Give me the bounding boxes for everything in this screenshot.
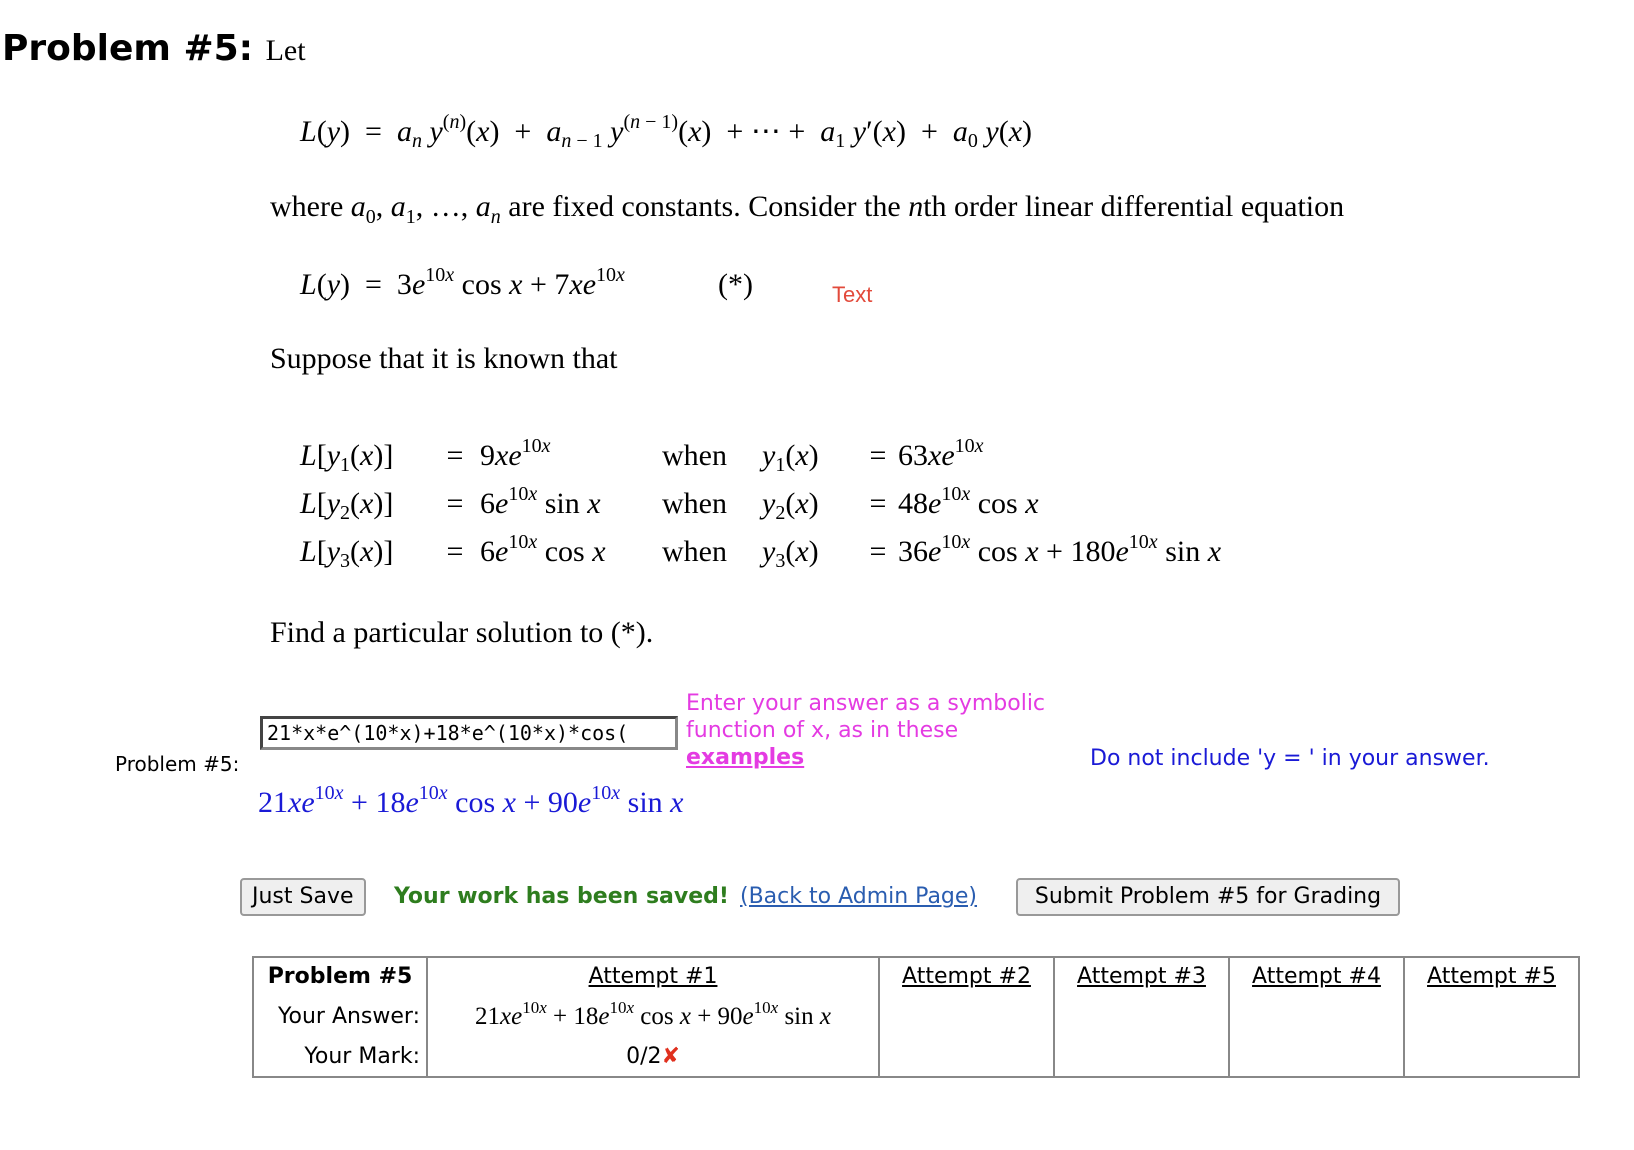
attempt-1-answer: $21xe^{10x} + 18e^{10x}$ $\cos x + 90e^{10x}$ sin x bbox=[474, 998, 831, 1030]
attempts-table-header: Problem #5 bbox=[267, 964, 413, 989]
answer-input[interactable] bbox=[260, 716, 678, 750]
equation-label: (*) bbox=[718, 268, 753, 301]
answer-hint: Enter your answer as a symbolic function of x, as in these examples bbox=[686, 691, 1046, 770]
attempt-2-link[interactable]: Attempt #2 bbox=[902, 964, 1031, 989]
answer-preview: $21xe^{10x} + 18e^{10x}$ $\cos x + 90e^{10x}$ sin x bbox=[258, 782, 684, 819]
attempt-5-link[interactable]: Attempt #5 bbox=[1427, 964, 1556, 989]
attempts-table bbox=[252, 956, 1580, 1078]
suppose-text: Suppose that it is known that bbox=[270, 342, 618, 375]
attempts-row-labels bbox=[253, 957, 427, 1077]
incorrect-icon: ✘ bbox=[661, 1044, 680, 1069]
operator-definition: $L(y) = a_n$ $y^{(n)}(x) + a_{n - 1}$ $y^{(n - 1)}(x)$ + ⋯ + $a_1$ $y'(x) + a_0$ y(x) bbox=[300, 111, 1033, 152]
attempt-column bbox=[1229, 957, 1404, 1077]
just-save-button[interactable]: Just Save bbox=[240, 878, 366, 916]
submit-button[interactable]: Submit Problem #5 for Grading bbox=[1016, 878, 1400, 916]
known-result-row: $L[y_2(x)]$ = $6e^{10x}$ sin x when $y_2(x)$ = $48e^{10x}$ cos x bbox=[300, 483, 1039, 524]
attempt-column bbox=[1404, 957, 1579, 1077]
answer-row-label: Problem #5: bbox=[115, 752, 240, 776]
let-text: Let bbox=[265, 34, 306, 67]
back-to-admin-link[interactable]: (Back to Admin Page) bbox=[740, 884, 978, 909]
attempt-4-link[interactable]: Attempt #4 bbox=[1252, 964, 1381, 989]
your-answer-label: Your Answer: bbox=[277, 1004, 420, 1029]
examples-link[interactable]: examples bbox=[686, 745, 805, 770]
saved-message: Your work has been saved! bbox=[394, 884, 729, 909]
your-mark-label: Your Mark: bbox=[304, 1044, 420, 1069]
problem-heading bbox=[2, 28, 306, 69]
attempt-1-mark: 0/2✘ bbox=[626, 1044, 680, 1069]
attempt-3-link[interactable]: Attempt #3 bbox=[1077, 964, 1206, 989]
attempt-column bbox=[1054, 957, 1229, 1077]
attempt-1-link[interactable]: Attempt #1 bbox=[588, 964, 718, 989]
constants-description: where $a_0$, $a_1$, …, $a_n$ are fixed constants. Consider the nth order linear differential equation bbox=[270, 190, 1345, 228]
known-result-row: $L[y_3(x)]$ = $6e^{10x}$ cos x when $y_3(x)$ = $36e^{10x}$ $\cos x + 180e^{10x}$ sin x bbox=[300, 531, 1222, 572]
known-result-row: $L[y_1(x)]$ = $9xe^{10x}$ when $y_1(x)$ = $63xe^{10x}$ bbox=[300, 435, 984, 476]
problem-title: Problem #5: bbox=[2, 28, 254, 69]
known-results bbox=[300, 432, 1221, 576]
answer-note: Do not include 'y = ' in your answer. bbox=[1090, 746, 1490, 771]
attempt-column bbox=[879, 957, 1054, 1077]
text-badge[interactable]: Text bbox=[832, 282, 873, 307]
find-instruction: Find a particular solution to (*). bbox=[270, 616, 654, 649]
attempt-column bbox=[427, 957, 879, 1077]
main-equation: $L(y) = 3e^{10x}$ $\cos x + 7xe^{10x}$ bbox=[300, 264, 625, 301]
